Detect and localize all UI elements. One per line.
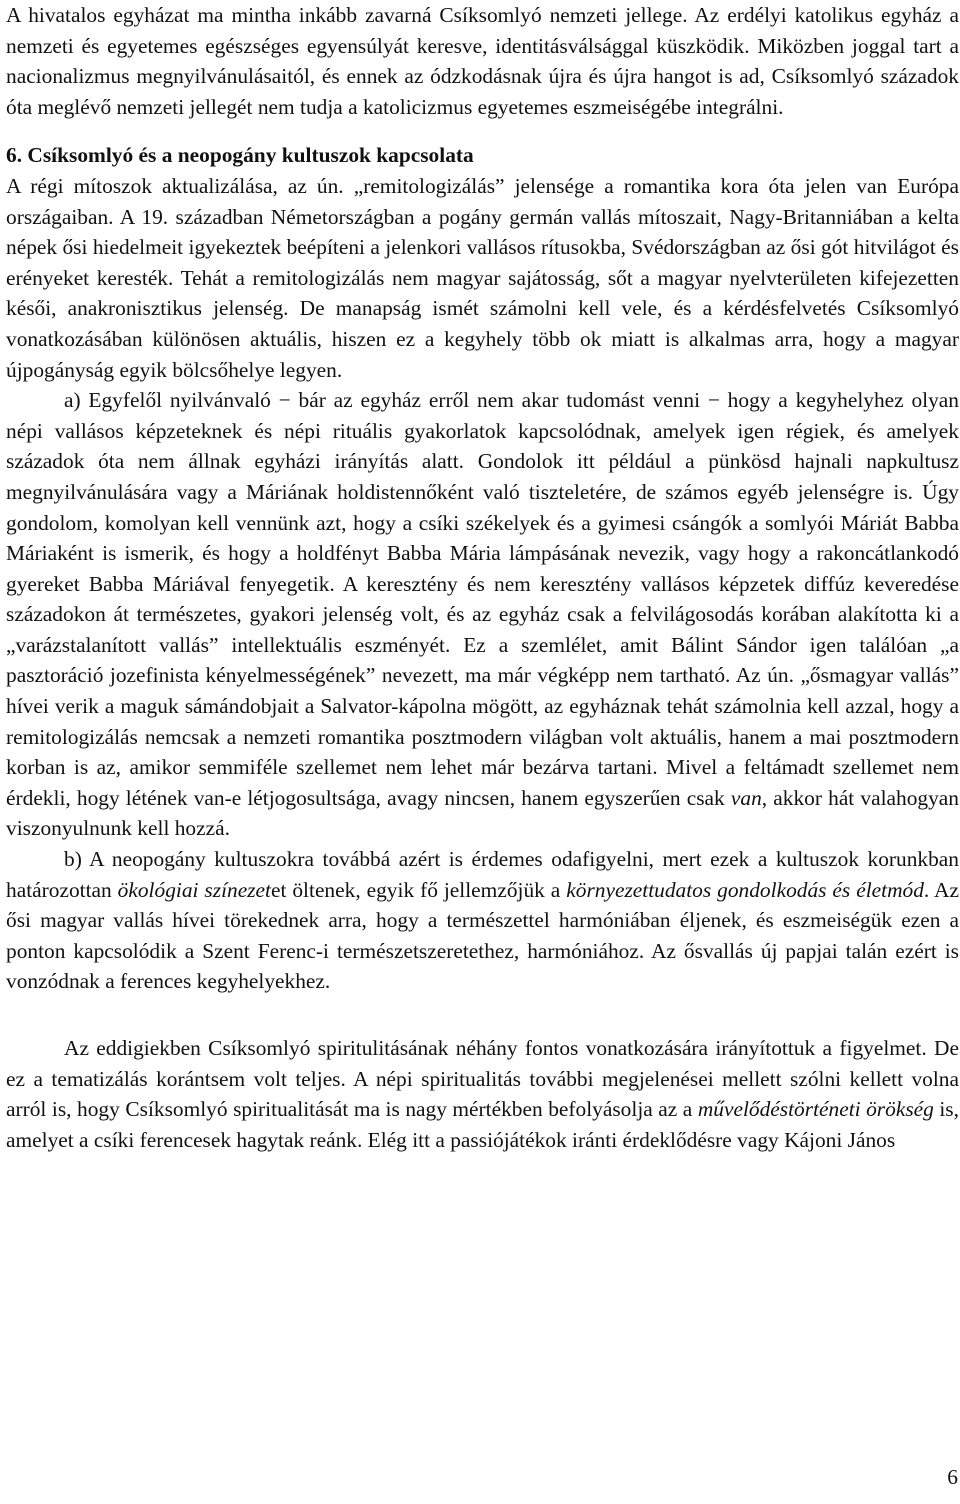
paragraph-intro bbox=[6, 0, 959, 122]
paragraph-intro-text: A hivatalos egyházat ma mintha inkább zavarná Csíksomlyó nemzeti jellege. Az erdélyi katolikus egyház a nemzeti és egyetemes egészséges egyensúlyát keresve, identitásválsággal küszködik. Miközben joggal tart a nacionalizmus megnyilvánulásaitól, és ennek az ódzkodásnak újra és újra hangot is ad, Csíksomlyó századok óta meglévő nemzeti jellegét nem tudja a katolicizmus egyetemes eszmeiségébe integrálni. bbox=[6, 3, 959, 119]
paragraph-point-b-italic-2: környezettudatos gondolkodás és életmód bbox=[566, 877, 924, 902]
paragraph-remitologizalas: A régi mítoszok aktualizálása, az ún. „remitologizálás” jelensége a romantika kora óta jelen van Európa országaiban. A 19. században Németországban a pogány germán vallás mítoszait, Nagy-Britanniában a kelta népek ősi hiedelmeit igyekeztek beépíteni a jelenkori vallásos rítusokba, Svédországban az ősi gót hitvilágot és erényeket keresték. Tehát a remitologizálás nem magyar sajátosság, sőt a magyar nyelvterületen kifejezetten késői, anakronisztikus jelenség. De manapság ismét számolni kell vele, és a kérdésfelvetés Csíksomlyó vonatkozásában különösen aktuális, hiszen ez a kegyhely több ok miatt is alkalmas arra, hogy a magyar újpogányság egyik bölcsőhelye legyen. bbox=[6, 173, 959, 382]
section-heading: 6. Csíksomlyó és a neopogány kultuszok kapcsolata bbox=[6, 143, 474, 168]
paragraph-point-b-text-1: b) A neopogány kultuszokra továbbá azért is érdemes odafigyelni, mert ezek a kultuszok korunkban határozottan bbox=[6, 847, 959, 902]
paragraph-point-b-italic-1: ökológiai színezet bbox=[117, 877, 271, 902]
document-page bbox=[6, 0, 959, 1155]
paragraph-point-b-text-3: . Az ősi magyar vallás hívei törekednek arra, hogy a természettel harmóniában éljenek, és eszmeiségük ezen a ponton kapcsolódik a Szent Ferenc-i természetszeretethez, harmóniához. Az ősvallás új papjai talán ezért is vonzódnak a ferences kegyhelyekhez. bbox=[6, 877, 959, 994]
paragraph-conclusion-italic: művelődéstörténeti örökség bbox=[697, 1097, 934, 1122]
spacer bbox=[6, 997, 959, 1033]
paragraph-conclusion-text-1: Az eddigiekben Csíksomlyó spiritulitásának néhány fontos vonatkozására irányítottuk a figyelmet. De ez a tematizálás korántsem volt teljes. A népi spiritualitás további megjelenései mellett szólni kellett volna arról is, hogy Csíksomlyó spiritualitását ma is nagy mértékben befolyásolja az a bbox=[6, 1036, 959, 1122]
paragraph-point-a-italic: van bbox=[730, 785, 762, 810]
paragraph-point-a-end: , akkor hát valahogyan viszonyulnunk kell hozzá. bbox=[6, 785, 959, 841]
paragraph-conclusion bbox=[6, 1033, 959, 1155]
paragraph-conclusion-text-2: is, amelyet a csíki ferencesek hagytak reánk. Elég itt a passiójátékok iránti érdeklődésre vagy Kájoni János bbox=[6, 1097, 959, 1152]
page-number: 6 bbox=[947, 1465, 958, 1489]
spacer bbox=[6, 122, 959, 140]
paragraph-point-b-text-2: et öltenek, egyik fő jellemzőjük a bbox=[270, 877, 567, 902]
paragraph-point-a-text: a) Egyfelől nyilvánvaló − bár az egyház erről nem akar tudomást venni − hogy a kegyhelyhez olyan népi vallásos képzeteknek és népi rituális gyakorlatok kapcsolódnak, amelyek igen régiek, és amelyek századok óta nem állnak egyházi irányítás alatt. Gondolok itt például a pünkösd hajnali napkultusz megnyilvánulására vagy a Máriának holdistennőként való tiszteletére, de számos egyéb jelenségre is. Úgy gondolom, komolyan kell vennünk azt, hogy a csíki székelyek és a gyimesi csángók a somlyói Máriát Babba Máriaként is ismerik, és hogy a holdfényt Babba Mária lámpásának nevezik, vagy hogy a rakoncátlankodó gyereket Babba Máriával fenyegetik. A keresztény és nem keresztény vallásos képzetek diffúz keveredése századokon át természetes, gyakori jelenség volt, és az egyház csak a felvilágosodás korában alakította ki a „varázstalanított vallás” intellektuális eszményét. Ez a szemlélet, amit Bálint Sándor igen találóan „a pasztoráció jozefinista kényelmességének” nevezett, ma már végképp nem tartható. Az ún. „ősmagyar vallás” hívei verik a maguk sámándobjait a Salvator-kápolna mögött, az egyháznak tehát számolnia kell azzal, hogy a remitologizálás nemcsak a nemzeti romantika posztmodern világban volt aktuális, hanem a mai posztmodern korban is az, amikor semmiféle szellemet nem lehet már bezárva tartani. Mivel a feltámadt szellemet nem érdekli, hogy létének van-e létjogosultsága, avagy nincsen, hanem egyszerűen csak bbox=[6, 388, 959, 810]
paragraph-point-a bbox=[6, 385, 959, 844]
paragraph-point-b bbox=[6, 844, 959, 997]
